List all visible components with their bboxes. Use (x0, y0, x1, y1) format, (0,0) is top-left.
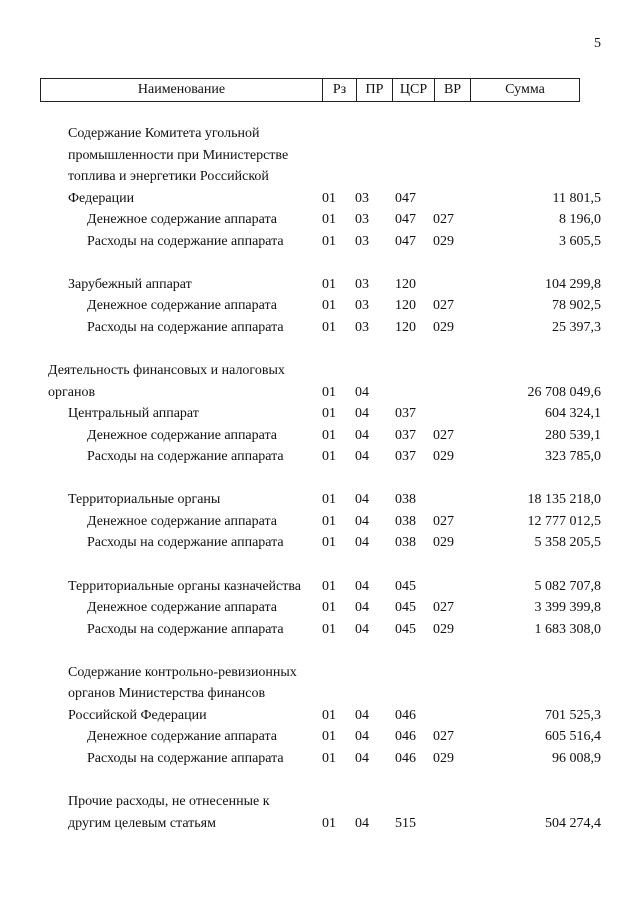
table-row (0, 318, 640, 338)
row-rz: 01 (322, 406, 336, 422)
row-csr: 047 (395, 212, 416, 228)
row-name: Расходы на содержание аппарата (87, 750, 284, 766)
row-rz: 01 (322, 427, 336, 443)
row-pr: 04 (355, 815, 369, 831)
row-pr: 04 (355, 621, 369, 637)
row-name: топлива и энергетики Российской (68, 169, 269, 185)
row-name: Расходы на содержание аппарата (87, 233, 284, 249)
table-row (0, 814, 640, 834)
row-name: Денежное содержание аппарата (87, 212, 278, 228)
row-vr: 029 (433, 621, 454, 637)
row-pr: 03 (355, 190, 369, 206)
row-vr: 029 (433, 449, 454, 465)
row-name: Денежное содержание аппарата (87, 729, 278, 745)
row-pr: 04 (355, 492, 369, 508)
row-rz: 01 (322, 190, 336, 206)
row-name: другим целевым статьям (68, 815, 216, 831)
row-pr: 03 (355, 298, 369, 314)
table-row (0, 577, 640, 597)
row-name: Территориальные органы казначейства (68, 578, 302, 594)
row-pr: 03 (355, 233, 369, 249)
table-row (0, 555, 640, 575)
row-name: Денежное содержание аппарата (87, 513, 278, 529)
table-row (0, 598, 640, 618)
row-vr: 027 (433, 513, 454, 529)
row-csr: 046 (395, 750, 416, 766)
row-vr: 029 (433, 233, 454, 249)
row-csr: 515 (395, 815, 416, 831)
row-rz: 01 (322, 513, 336, 529)
row-csr: 046 (395, 729, 416, 745)
row-name: Российской Федерации (68, 707, 207, 723)
row-sum: 3 399 399,8 (534, 600, 601, 616)
row-csr: 038 (395, 492, 416, 508)
row-rz: 01 (322, 750, 336, 766)
row-name: Денежное содержание аппарата (87, 600, 278, 616)
row-csr: 047 (395, 190, 416, 206)
table-row (0, 706, 640, 726)
row-rz: 01 (322, 578, 336, 594)
row-csr: 045 (395, 621, 416, 637)
row-pr: 03 (355, 319, 369, 335)
row-name: Расходы на содержание аппарата (87, 449, 284, 465)
table-row (0, 296, 640, 316)
row-csr: 045 (395, 600, 416, 616)
row-pr: 04 (355, 578, 369, 594)
row-csr: 045 (395, 578, 416, 594)
row-pr: 04 (355, 600, 369, 616)
header-rz: Рз (322, 79, 356, 101)
row-pr: 04 (355, 449, 369, 465)
table-row (0, 124, 640, 144)
row-vr: 029 (433, 319, 454, 335)
row-pr: 04 (355, 535, 369, 551)
table-row (0, 512, 640, 532)
row-csr: 038 (395, 535, 416, 551)
row-pr: 03 (355, 212, 369, 228)
row-rz: 01 (322, 298, 336, 314)
row-csr: 120 (395, 276, 416, 292)
header-pr: ПР (356, 79, 392, 101)
table-row (0, 533, 640, 553)
row-name: Зарубежный аппарат (68, 276, 192, 292)
header-name: Наименование (137, 82, 226, 97)
row-sum: 5 358 205,5 (534, 535, 601, 551)
row-sum: 3 605,5 (559, 233, 601, 249)
row-vr: 027 (433, 729, 454, 745)
row-rz: 01 (322, 492, 336, 508)
table-row (0, 232, 640, 252)
row-name: Денежное содержание аппарата (87, 427, 278, 443)
row-sum: 12 777 012,5 (527, 513, 601, 529)
row-name: Центральный аппарат (68, 406, 199, 422)
table-row (0, 404, 640, 424)
row-csr: 037 (395, 427, 416, 443)
row-csr: 047 (395, 233, 416, 249)
table-row (0, 275, 640, 295)
row-vr: 029 (433, 750, 454, 766)
row-rz: 01 (322, 729, 336, 745)
table-row (0, 771, 640, 791)
row-sum: 96 008,9 (552, 750, 601, 766)
row-pr: 04 (355, 750, 369, 766)
row-sum: 504 274,4 (545, 815, 601, 831)
row-name: Федерации (68, 190, 135, 206)
row-rz: 01 (322, 233, 336, 249)
row-name: Содержание Комитета угольной (68, 126, 260, 141)
row-sum: 323 785,0 (545, 449, 601, 465)
row-pr: 04 (355, 707, 369, 723)
row-name: органов Министерства финансов (68, 686, 266, 702)
row-sum: 605 516,4 (545, 729, 601, 745)
table-row (0, 641, 640, 661)
row-rz: 01 (322, 212, 336, 228)
row-vr: 027 (433, 212, 454, 228)
row-name: Деятельность финансовых и налоговых (48, 363, 285, 379)
table-row (0, 469, 640, 489)
row-pr: 04 (355, 406, 369, 422)
row-csr: 046 (395, 707, 416, 723)
row-name: Денежное содержание аппарата (87, 298, 278, 314)
row-pr: 04 (355, 384, 369, 400)
row-name: Территориальные органы (68, 492, 221, 508)
row-name: Прочие расходы, не отнесенные к (68, 794, 270, 810)
header-sum: Сумма (470, 79, 579, 101)
row-sum: 26 708 049,6 (527, 384, 601, 400)
row-sum: 5 082 707,8 (534, 578, 601, 594)
page-number: 5 (594, 36, 601, 51)
row-vr: 029 (433, 535, 454, 551)
row-sum: 604 324,1 (545, 406, 601, 422)
row-rz: 01 (322, 319, 336, 335)
table-header (40, 78, 580, 102)
table-row (0, 253, 640, 273)
table-row (0, 361, 640, 381)
row-rz: 01 (322, 449, 336, 465)
table-row (0, 749, 640, 769)
row-rz: 01 (322, 707, 336, 723)
row-vr: 027 (433, 298, 454, 314)
row-name: Расходы на содержание аппарата (87, 319, 284, 335)
row-pr: 04 (355, 427, 369, 443)
table-row (0, 383, 640, 403)
table-row (0, 189, 640, 209)
row-name: органов (48, 384, 96, 400)
row-sum: 1 683 308,0 (534, 621, 601, 637)
table-row (0, 490, 640, 510)
table-row (0, 426, 640, 446)
row-rz: 01 (322, 384, 336, 400)
row-sum: 8 196,0 (559, 212, 601, 228)
table-row (0, 684, 640, 704)
header-vr: ВР (434, 79, 470, 101)
table-row (0, 340, 640, 360)
row-sum: 701 525,3 (545, 707, 601, 723)
row-sum: 104 299,8 (545, 276, 601, 292)
row-csr: 120 (395, 298, 416, 314)
row-rz: 01 (322, 600, 336, 616)
row-sum: 11 801,5 (552, 190, 601, 206)
row-pr: 04 (355, 729, 369, 745)
row-sum: 18 135 218,0 (527, 492, 601, 508)
table-row (0, 210, 640, 230)
table-row (0, 146, 640, 166)
row-name: промышленности при Министерстве (68, 147, 289, 163)
row-pr: 04 (355, 513, 369, 529)
row-csr: 120 (395, 319, 416, 335)
row-sum: 25 397,3 (552, 319, 601, 335)
table-row (0, 447, 640, 467)
row-name: Содержание контрольно-ревизионных (68, 664, 297, 680)
row-rz: 01 (322, 621, 336, 637)
row-csr: 037 (395, 406, 416, 422)
table-row (0, 727, 640, 747)
row-rz: 01 (322, 535, 336, 551)
table-row (0, 792, 640, 812)
header-csr: ЦСР (392, 79, 434, 101)
row-name: Расходы на содержание аппарата (87, 535, 284, 551)
row-vr: 027 (433, 427, 454, 443)
row-pr: 03 (355, 276, 369, 292)
row-csr: 038 (395, 513, 416, 529)
table-row (0, 663, 640, 683)
row-rz: 01 (322, 276, 336, 292)
row-vr: 027 (433, 600, 454, 616)
row-sum: 280 539,1 (545, 427, 601, 443)
table-row (0, 620, 640, 640)
table-row (0, 167, 640, 187)
row-rz: 01 (322, 815, 336, 831)
row-sum: 78 902,5 (552, 298, 601, 314)
row-name: Расходы на содержание аппарата (87, 621, 284, 637)
row-csr: 037 (395, 449, 416, 465)
